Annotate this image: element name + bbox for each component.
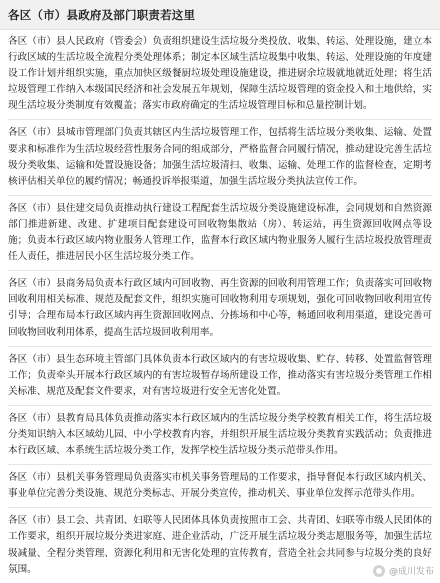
- watermark-text: @成川发布: [388, 567, 434, 577]
- paragraph-district-government: 各区（市）县人民政府（管委会）负责组织建设生活垃圾分类投放、收集、转运、处理设施，建立本行政区域的生活垃圾全流程分类处理体系；制定本区域生活垃圾集中收集、转运、处理设施的年度建设工作计划并组织实施，重点加快区级餐厨垃圾处理设施建设，推进厨余垃圾就地就近处理；将生活垃圾管理工作纳入本级国民经济和社会发展五年规划，保障生活垃圾管理的资金投入和土地供给，实现生活垃圾分类制度有效覆盖；落实市政府确定的生活垃圾管理目标和总量控制计划。: [8, 36, 432, 112]
- paragraph-agency-affairs: 各区（市）县机关事务管理局负责落实市机关事务管理局的工作要求，指导督促本行政区域内机关、事业单位完善分类设施、规范分类标志、开展分类宣传，推动机关、事业单位发挥示范带头作用。: [8, 472, 432, 500]
- divider: [8, 464, 432, 465]
- divider: [8, 119, 432, 120]
- document-body: [0, 30, 440, 578]
- paragraph-commerce-bureau: 各区（市）县商务局负责本行政区域内可回收物、再生资源的回收利用管理工作；负责落实可回收物回收利用相关标准、规范及配套文件，组织实施可回收物利用专项规划，强化可回收物回收利用宣传引导；合理布局本行政区域内再生资源回收网点、分拣场和中心等，畅通回收利用渠道，建设完善可回收物回收利用体系，提高生活垃圾回收利用率。: [8, 278, 432, 338]
- paragraph-ecology-environment: 各区（市）县生态环境主管部门具体负责本行政区域内的有害垃圾收集、贮存、转移、处置监督管理工作；负责牵头开展本行政区域内的有害垃圾暂存场所建设工作，推动落实有害垃圾分类管理工作相关标准、规范及配套文件要求，对有害垃圾进行安全无害化处置。: [8, 353, 432, 397]
- divider: [8, 346, 432, 347]
- paragraph-housing-construction: 各区（市）县住建交局负责推动执行建设工程配套生活垃圾分类设施建设标准，会同规划和自然资源部门推进新建、改建、扩建项目配套建设可回收物集散站（房）、转运站，再生资源回收网点等设施；负责本行政区域内物业服务人管理工作，监督本行政区域内物业服务人履行生活垃圾投放管理责任人责任，推进居民小区生活垃圾分类工作。: [8, 202, 432, 263]
- paragraph-education-bureau: 各区（市）县教育局具体负责推动落实本行政区域内的生活垃圾分类学校教育相关工作，将生活垃圾分类知识纳入本区域幼儿园、中小学校教育内容，并组织开展生活垃圾分类教育实践活动；负责推进本行政区域、本系统生活垃圾分类工作，发挥学校生活垃圾分类示范带头作用。: [8, 412, 432, 457]
- title-bar: [0, 0, 440, 30]
- divider: [8, 405, 432, 406]
- weibo-logo-icon: [373, 565, 385, 577]
- divider: [8, 270, 432, 271]
- divider: [8, 507, 432, 508]
- document-title: 各区（市）县政府及部门职责若这里: [8, 7, 196, 22]
- paragraph-city-management: 各区（市）县城市管理部门负责其辖区内生活垃圾管理工作，包括将生活垃圾分类收集、运输、处置要求和标准作为生活垃圾经营性服务合同的组成部分，严格监督合同履行情况，推动建设完善生活垃圾分类收集、运输和处置设施设备；加强生活垃圾清扫、收集、运输、处理工作的监督检查，定期考核评估相关单位的履约情况；畅通投诉举报渠道，加强生活垃圾分类执法宣传工作。: [8, 127, 432, 187]
- paragraph-peoples-organizations: 各区（市）县工会、共青团、妇联等人民团体具体负责按照市工会、共青团、妇联等市级人民团体的工作要求，组织开展垃圾分类进家庭、进企业活动，广泛开展生活垃圾分类志愿服务等，加强生活垃圾减量、全程分类管理、资源化利用和无害化处理的宣传教育，营造全社会共同参与垃圾分类的良好氛围。: [8, 515, 432, 575]
- divider: [8, 195, 432, 196]
- watermark: [373, 564, 434, 577]
